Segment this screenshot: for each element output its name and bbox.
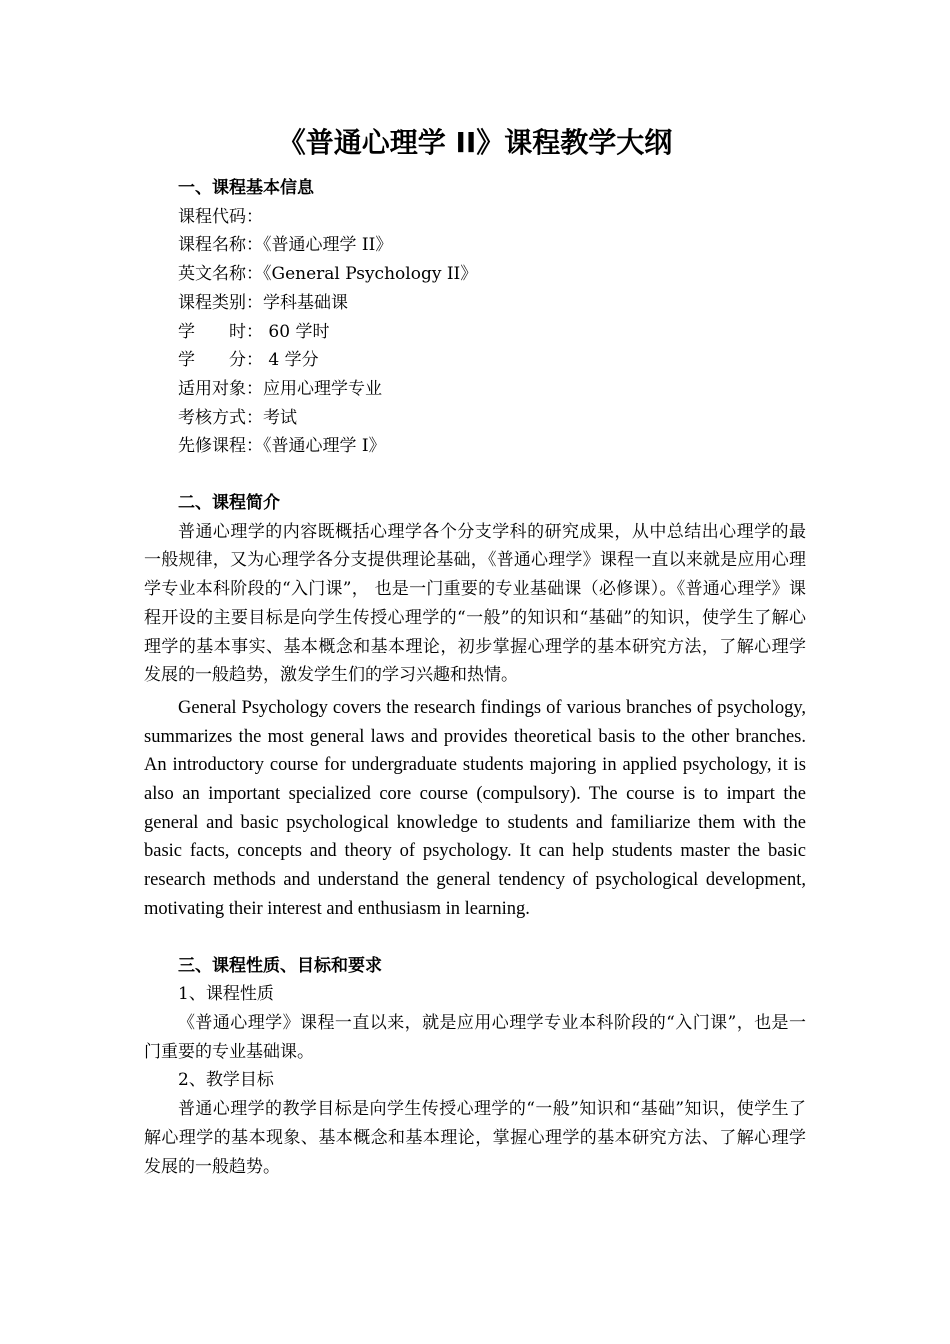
subsection-teaching-goals-label: 2、教学目标 xyxy=(178,1070,274,1091)
info-hours: 学 时： 60 学时 xyxy=(178,321,330,342)
document-page xyxy=(144,110,806,1181)
info-course-name: 课程名称：《普通心理学 II》 xyxy=(178,235,393,256)
subsection-course-nature-label: 1、课程性质 xyxy=(178,984,274,1005)
info-prerequisite: 先修课程：《普通心理学 I》 xyxy=(178,436,386,457)
subsection-course-nature-text: 《普通心理学》课程一直以来，就是应用心理学专业本科阶段的“入门课”，也是一门重要的专业基础课。 xyxy=(144,1012,806,1062)
course-intro-chinese: 普通心理学的内容既概括心理学各个分支学科的研究成果，从中总结出心理学的最一般规律，又为心理学各分支提供理论基础，《普通心理学》课程一直以来就是应用心理学专业本科阶段的“入门课”， 也是一门重要的专业基础课（必修课）。《普通心理学》课程开设的主要目标是向学生传授心理学的“一般”的知识和“基础”的知识，使学生了解心理学的基本事实、基本概念和基本理论，初步掌握心理学的基本研究方法，了解心理学发展的一般趋势，激发学生们的学习兴趣和热情。 xyxy=(144,521,806,686)
course-intro-english: General Psychology covers the research findings of various branches of psychology, summarizes the most general laws and provides theoretical basis to the other branches. An introductory course for undergraduate students majoring in applied psychology, it is also an important specialized core course (compulsory). The course is to impart the general and basic psychological knowledge to students and familiarize them with the basic facts, concepts and theory of psychology. It can help students master the basic research methods and understand the general tendency of psychological development, motivating their interest and enthusiasm in learning. xyxy=(144,697,806,919)
document-title: 《普通心理学 II》课程教学大纲 xyxy=(277,126,673,159)
subsection-teaching-goals-text: 普通心理学的教学目标是向学生传授心理学的“一般”知识和“基础”知识，使学生了解心理学的基本现象、基本概念和基本理论，掌握心理学的基本研究方法、了解心理学发展的一般趋势。 xyxy=(144,1099,806,1177)
section3-heading: 三、课程性质、目标和要求 xyxy=(178,955,382,976)
info-target-students: 适用对象：应用心理学专业 xyxy=(178,378,382,399)
info-course-code: 课程代码： xyxy=(178,206,263,227)
info-credits: 学 分： 4 学分 xyxy=(178,350,319,371)
info-english-name: 英文名称：《General Psychology II》 xyxy=(178,264,478,285)
section2-heading: 二、课程简介 xyxy=(178,493,280,514)
info-assessment: 考核方式：考试 xyxy=(178,407,297,428)
section1-heading: 一、课程基本信息 xyxy=(178,178,314,198)
info-course-category: 课程类别：学科基础课 xyxy=(178,292,348,313)
